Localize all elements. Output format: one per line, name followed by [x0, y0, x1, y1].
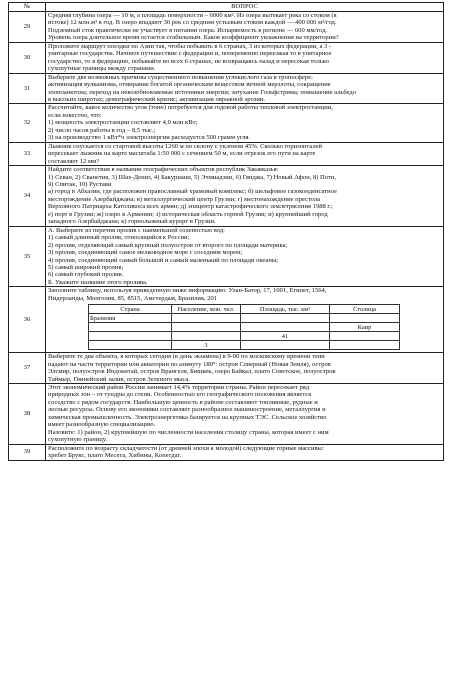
fill-in-table-row [89, 323, 400, 332]
text-line: Заполните таблицу, используя приведенную ниже информацию: Улан-Батор, 17, 1001, Египет, 1564, [48, 287, 327, 295]
col-header-capital: Столица [330, 305, 400, 314]
text-line: в высоких широтах; демографический кризис; активизация овражной эрозии. [48, 95, 266, 103]
question-number: 39 [9, 444, 46, 460]
text-line: 1) мощность электростанции составляет 4,0 млн кВт; [48, 119, 198, 127]
text-line: Рассчитайте, какое количество угля (тонн) потребуется для годовой работы тепловой электростанции, [48, 104, 333, 112]
question-number: 35 [9, 226, 46, 287]
table-cell[interactable] [172, 332, 241, 341]
question-text [46, 166, 444, 227]
question-row-35 [9, 226, 444, 287]
question-row-34 [9, 166, 444, 227]
question-number: 30 [9, 42, 46, 73]
questions-table [8, 2, 444, 461]
text-line: сухопутную границу. [48, 436, 107, 444]
text-line: 2) число часов работы в год – 8,5 тыс.; [48, 126, 156, 134]
question-row-33 [9, 142, 444, 165]
question-text [46, 42, 444, 73]
text-line: Расположите по возрасту складчатости (от древней эпохи к молодой) следующие горные массивы: [48, 444, 324, 452]
text-line: пересекает лыжник на карте масштаба 1:50 000 с сечением 50 м, если отрезок его пути на карте [48, 150, 316, 158]
text-line: Лыжник спускается со стартовой высоты 1260 м по склону с уклоном 45%. Сколько горизонталей [48, 142, 323, 150]
question-text [46, 73, 444, 104]
question-text [46, 287, 444, 353]
question-number: 36 [9, 287, 46, 353]
question-text [46, 12, 444, 43]
table-cell[interactable] [330, 314, 400, 323]
question-row-39 [9, 444, 444, 460]
text-line: активизация вулканизма, отмирание богатой органическим веществом вечной мерзлоты, сокращение [48, 81, 331, 89]
text-line: а) город в Абхазии, где расположен православный храмовый комплекс; б) шельфовое газоконденсатное [48, 188, 337, 196]
text-line: хребет Брукс, плато Месета, Хибины, Копетдаг. [48, 452, 182, 460]
text-line: 5) самый широкий пролив; [48, 263, 124, 271]
question-row-32 [9, 104, 444, 142]
text-line: Выберите те два объекта, в которых сегодня (в день экзамена) в 9-00 по московскому времени тени [48, 353, 325, 361]
fill-in-table-row [89, 332, 400, 341]
table-cell[interactable]: 41 [241, 332, 330, 341]
text-line: месторождение Азербайджана; в) металлургический центр Грузии; г) местонахождение престола [48, 195, 320, 203]
text-line: 1) самый длинный пролив, относящийся к России; [48, 234, 190, 242]
question-text [46, 353, 444, 384]
table-cell[interactable] [241, 323, 330, 332]
table-cell[interactable] [241, 314, 330, 323]
question-text [46, 104, 444, 142]
header-row [9, 3, 444, 12]
text-line: А. Выберите из перечня пролив с наименьшей соленостью вод: [48, 226, 226, 234]
text-line: Найдите соответствия в названии географических объектов республик Закавказья: [48, 166, 279, 174]
header-question: ВОПРОС [46, 3, 444, 12]
text-line: составляет 12 мм? [48, 157, 100, 165]
text-line: Этот экономический район России занимает 14,4% территории страны. Район пересекает ряд [48, 384, 310, 392]
question-number: 31 [9, 73, 46, 104]
text-line: падают на части территории или акватории по азимуту 180°: остров Северный (Новая Земля), остров [48, 360, 331, 368]
text-line: Б. Укажите название этого пролива. [48, 278, 148, 286]
question-row-36 [9, 287, 444, 353]
table-cell[interactable] [172, 323, 241, 332]
text-line: 4) пролив, соединяющий самый большой и самый маленький по площади океаны; [48, 256, 279, 264]
text-line: западного Азербайджана; к) горнолыжный курорт в Грузии. [48, 218, 216, 226]
text-line: соседство с рядом государств. Наибольшую ценность в районе составляют топливные, рудные и [48, 398, 318, 406]
text-line: химическая промышленность. Электроэнергетика базируется на крупных ТЭС. Сельское хозяйство [48, 413, 327, 421]
text-line: имеет разнообразную специализацию. [48, 421, 156, 429]
table-cell[interactable]: Бразилия [89, 314, 172, 323]
text-line: Подземный сток практически не участвует в питании озера. Испаряемость в регионе — 600 мм/год. [48, 26, 328, 34]
text-line: 3) пролив, соединяющий самое мелководное море с соседним морем; [48, 249, 243, 257]
text-line: Нидерланды, Монголия, 85, 8515, Амстердам, Бразилия, 201 [48, 294, 218, 302]
text-line: Верховного Патриарха Католикоса всех армян; д) эпицентр катастрофического землетрясения 1988 г.; [48, 203, 333, 211]
table-cell[interactable]: 3 [172, 341, 241, 350]
table-cell[interactable] [330, 341, 400, 350]
question-number: 33 [9, 142, 46, 165]
col-header-population: Население, млн. чел. [172, 305, 241, 314]
text-line: Назовите: 1) район, 2) крупнейшую по численности населения столицу страны, которая имеет с ним [48, 428, 329, 436]
question-number: 29 [9, 12, 46, 43]
text-line: государство, то в федерацию, побывайте во всех 6 странах, не возвращаясь назад и пересекая только [48, 57, 329, 65]
text-line: е) порт в Грузии; ж) озеро в Армении; з) историческая область горной Грузии; и) крупнейший город [48, 210, 328, 218]
table-cell[interactable] [172, 314, 241, 323]
text-line: истоке) 12 млн.м³ в год. В озеро впадают 30 рек со средним устьевым стоком каждой — 400 000 м³/год. [48, 19, 337, 27]
text-line: Выберите две возможных причины существенного повышения углекислого газа в тропосфере: [48, 73, 313, 81]
fill-in-table-row [89, 341, 400, 350]
table-cell[interactable] [89, 341, 172, 350]
question-row-31 [9, 73, 444, 104]
text-line: унитарные государства. Начните путешествие с федерации и, попеременно переезжая то в унитарное [48, 50, 332, 58]
question-number: 38 [9, 384, 46, 445]
text-line: 1) Севан, 2) Сванетия, 3) Шах-Дениз, 4) Бакуриани, 5) Эчмиадзин, 6) Гянджа, 7) Новый Афон, 8) Поти, [48, 173, 336, 181]
text-line: зоопланктона; переход на невозобновляемые источники энергии; затухание Гольфстрима; повышение альбедо [48, 88, 357, 96]
question-number: 37 [9, 353, 46, 384]
fill-in-table-row [89, 314, 400, 323]
table-cell[interactable]: Каир [330, 323, 400, 332]
text-line: Таймыр, Гвинейский залив, остров Зеленого мыса. [48, 375, 190, 383]
text-line: если известно, что: [48, 111, 102, 119]
text-line: Проложите маршрут поездки по Азии так, чтобы побывать в 6 странах, 3 из которых федерации, а 3 - [48, 42, 332, 50]
text-line: сухопутные границы между странами. [48, 65, 156, 73]
question-text [46, 226, 444, 287]
text-line: Средняя глубина озера — 10 м, а площадь поверхности – 6000 км². Из озера вытекает река со стоком (в [48, 12, 337, 19]
fill-in-table-header [89, 305, 400, 314]
text-line: Уровень озера длительное время остается стабильным. Каков коэффициент увлажнения на территории? [48, 34, 339, 42]
text-line: природных зон – от тундры до степи. Особенностью его географического положения является [48, 391, 312, 399]
document-page [8, 2, 444, 461]
question-number: 32 [9, 104, 46, 142]
table-cell[interactable] [330, 332, 400, 341]
text-line: лесные ресурсы. Основу его экономики составляет разнообразное машиностроение, металлургия и [48, 406, 326, 414]
question-row-38 [9, 384, 444, 445]
text-line: 9) Спитак, 10) Рустави [48, 180, 112, 188]
question-text [46, 142, 444, 165]
question-row-30 [9, 42, 444, 73]
table-cell[interactable] [89, 332, 172, 341]
text-line: 2) пролив, отделяющий самый крупный полуостров от второго по площади материка; [48, 241, 288, 249]
text-line: Элсмир, полуостров Индокитай, остров Врангеля, Бишкек, озеро Байкал, плато Советское, полуостров [48, 368, 336, 376]
text-line: 3) на производство 1 кВт*ч электроэнергии расходуется 500 грамм угля. [48, 134, 251, 142]
col-header-country: Страна [89, 305, 172, 314]
fill-in-table [88, 304, 400, 350]
question-row-29 [9, 12, 444, 43]
question-row-37 [9, 353, 444, 384]
table-cell[interactable] [89, 323, 172, 332]
col-header-area: Площадь, тыс. км² [241, 305, 330, 314]
question-text [46, 384, 444, 445]
header-num: № [9, 3, 46, 12]
table-cell[interactable] [241, 341, 330, 350]
question-text [46, 444, 444, 460]
question-number: 34 [9, 166, 46, 227]
text-line: 6) самый глубокий пролив. [48, 271, 124, 279]
